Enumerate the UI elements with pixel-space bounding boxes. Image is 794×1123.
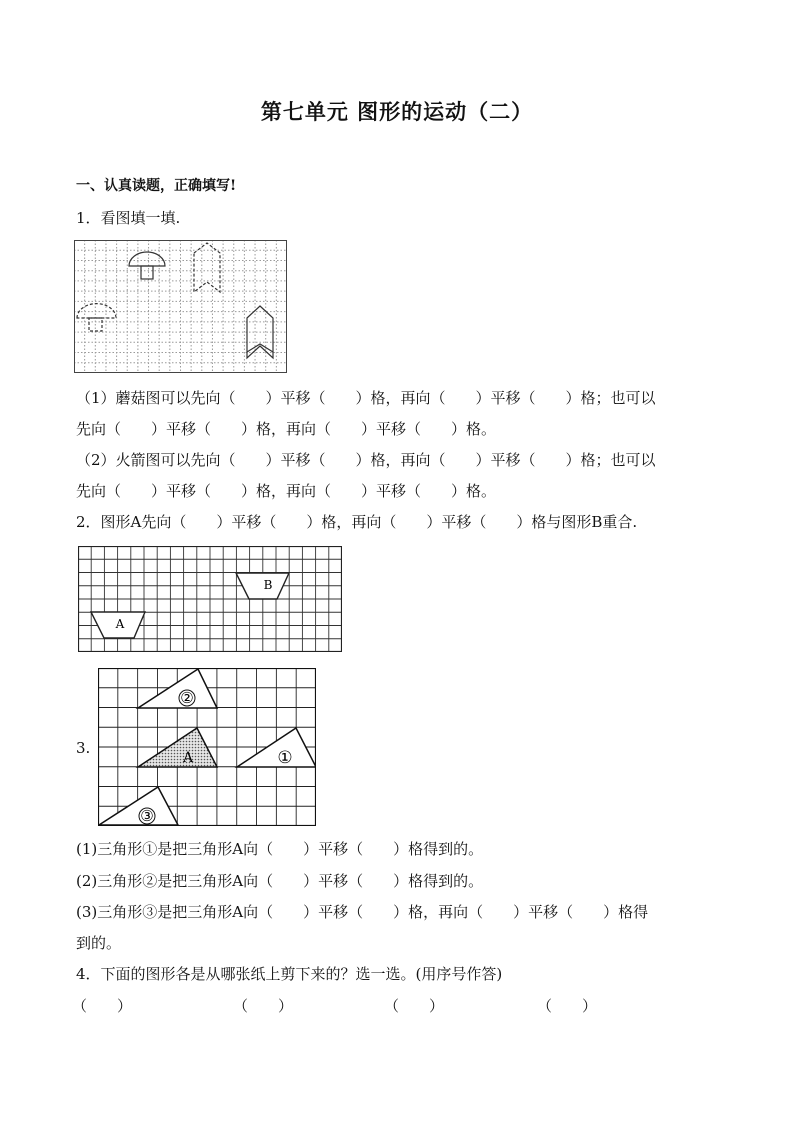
label-triangle-2: ② <box>180 689 194 707</box>
q3-grid-figure <box>98 668 316 826</box>
q3-line-2: (2)三角形②是把三角形A向（ ）平移（ ）格得到的。 <box>76 872 484 890</box>
q2-prompt: 2．图形A先向（ ）平移（ ）格，再向（ ）平移（ ）格与图形B重合. <box>76 513 638 531</box>
q4-answer-blank-1: （ ） <box>72 997 133 1015</box>
q3-number: 3. <box>76 739 91 757</box>
mushroom-shape-top <box>129 252 165 279</box>
label-triangle-3: ③ <box>140 807 154 825</box>
page-title: 第七单元 图形的运动（二） <box>260 99 534 124</box>
q4-prompt: 4．下面的图形各是从哪张纸上剪下来的？选一选。(用序号作答) <box>76 965 503 983</box>
label-triangle-a: A <box>182 750 194 766</box>
label-a: A <box>115 617 125 631</box>
section-heading: 一、认真读题，正确填写! <box>76 178 237 194</box>
q4-answer-blank-3: （ ） <box>384 997 445 1015</box>
q3-line-1: (1)三角形①是把三角形A向（ ）平移（ ）格得到的。 <box>76 840 484 858</box>
q3-line-4: 到的。 <box>76 934 122 952</box>
q4-answer-blank-4: （ ） <box>537 997 598 1015</box>
q4-answer-blank-2: （ ） <box>233 997 294 1015</box>
q1-line-1: （1）蘑菇图可以先向（ ）平移（ ）格，再向（ ）平移（ ）格；也可以 <box>76 389 656 407</box>
mushroom-shape-bottom <box>77 304 116 331</box>
q1-line-2: 先向（ ）平移（ ）格，再向（ ）平移（ ）格。 <box>76 420 497 438</box>
q1-prompt: 1．看图填一填. <box>76 209 181 227</box>
q3-line-3: (3)三角形③是把三角形A向（ ）平移（ ）格，再向（ ）平移（ ）格得 <box>76 903 649 921</box>
trapezoid-b <box>236 573 289 599</box>
q2-grid-figure <box>78 546 342 652</box>
q1-dotted-grid-figure <box>74 240 287 373</box>
q1-line-4: 先向（ ）平移（ ）格，再向（ ）平移（ ）格。 <box>76 482 497 500</box>
label-b: B <box>263 578 273 592</box>
label-triangle-1: ① <box>277 748 293 768</box>
q1-line-3: （2）火箭图可以先向（ ）平移（ ）格，再向（ ）平移（ ）格；也可以 <box>76 451 656 469</box>
